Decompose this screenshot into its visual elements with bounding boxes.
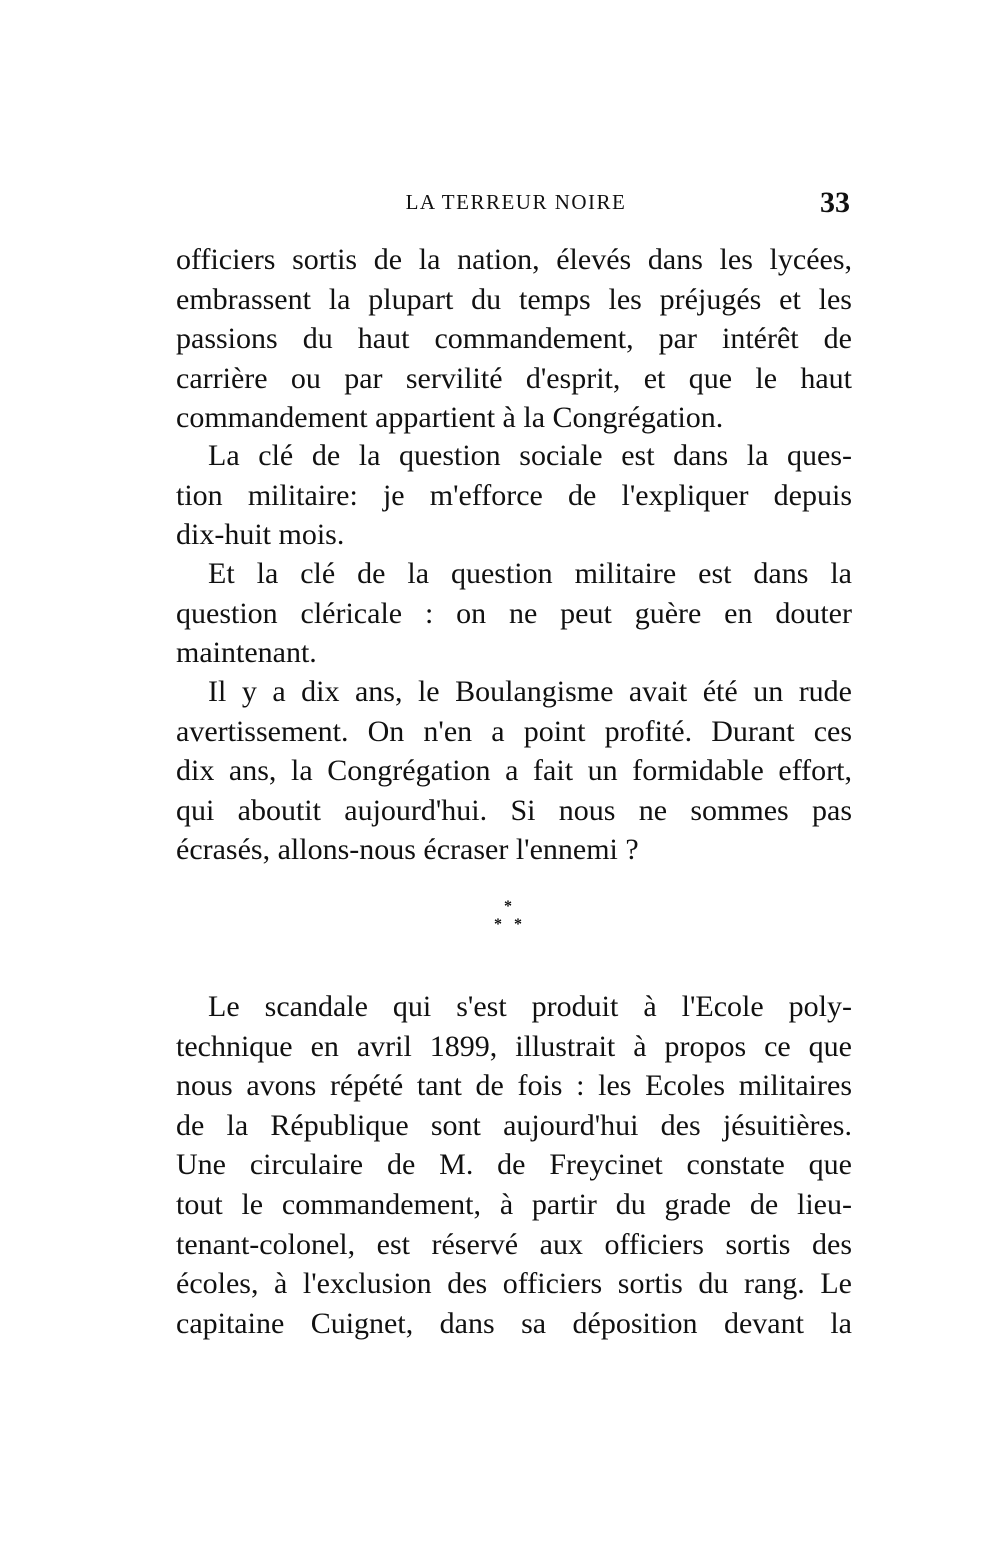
asterisk-star-icon: *	[514, 916, 522, 933]
running-title: LA TERREUR NOIRE	[405, 190, 627, 214]
page-number: 33	[820, 186, 850, 219]
text-line: tout le commandement, à partir du grade de lieu-	[176, 1187, 852, 1221]
text-line: de la République sont aujourd'hui des jésuitières.	[176, 1108, 852, 1142]
text-line: Il y a dix ans, le Boulangisme avait été un rude	[208, 675, 852, 708]
text-line: maintenant.	[176, 636, 317, 670]
text-line: dix-huit mois.	[176, 518, 345, 552]
asterism-divider	[480, 898, 540, 938]
text-line: nous avons répété tant de fois : les Ecoles militaires	[176, 1069, 852, 1103]
text-line: écoles, à l'exclusion des officiers sortis du rang. Le	[176, 1267, 852, 1301]
text-line: officiers sortis de la nation, élevés dans les lycées,	[176, 243, 852, 276]
paragraph-5	[176, 987, 852, 1343]
text-line: capitaine Cuignet, dans sa déposition devant la	[176, 1306, 852, 1340]
paragraph-4	[176, 672, 852, 870]
text-line: qui aboutit aujourd'hui. Si nous ne sommes pas	[176, 793, 852, 827]
text-line: passions du haut commandement, par intérêt de	[176, 322, 852, 356]
text-line: avertissement. On n'en a point profité. Durant ces	[176, 714, 852, 748]
text-line: tenant-colonel, est réservé aux officiers sortis des	[176, 1227, 852, 1261]
text-line: Une circulaire de M. de Freycinet constate que	[176, 1148, 852, 1182]
text-line: Et la clé de la question militaire est dans la	[208, 557, 852, 590]
text-line: embrassent la plupart du temps les préjugés et les	[176, 282, 852, 316]
asterisk-star-icon: *	[494, 916, 502, 933]
text-line: tion militaire: je m'efforce de l'expliquer depuis	[176, 478, 852, 512]
running-header	[178, 186, 854, 220]
paragraph-2	[176, 436, 852, 555]
paragraph-1	[176, 240, 852, 438]
text-line: question cléricale : on ne peut guère en douter	[176, 596, 852, 630]
text-line: Le scandale qui s'est produit à l'Ecole poly-	[208, 990, 852, 1023]
text-line: carrière ou par servilité d'esprit, et que le haut	[176, 361, 852, 395]
asterisk-star-icon: *	[504, 898, 512, 915]
text-line: technique en avril 1899, illustrait à propos ce que	[176, 1029, 852, 1063]
text-line: écrasés, allons-nous écraser l'ennemi ?	[176, 833, 639, 867]
text-line: commandement appartient à la Congrégation.	[176, 401, 724, 435]
text-line: dix ans, la Congrégation a fait un formidable effort,	[176, 754, 852, 788]
text-line: La clé de la question sociale est dans la ques-	[208, 439, 852, 472]
paragraph-3	[176, 554, 852, 673]
